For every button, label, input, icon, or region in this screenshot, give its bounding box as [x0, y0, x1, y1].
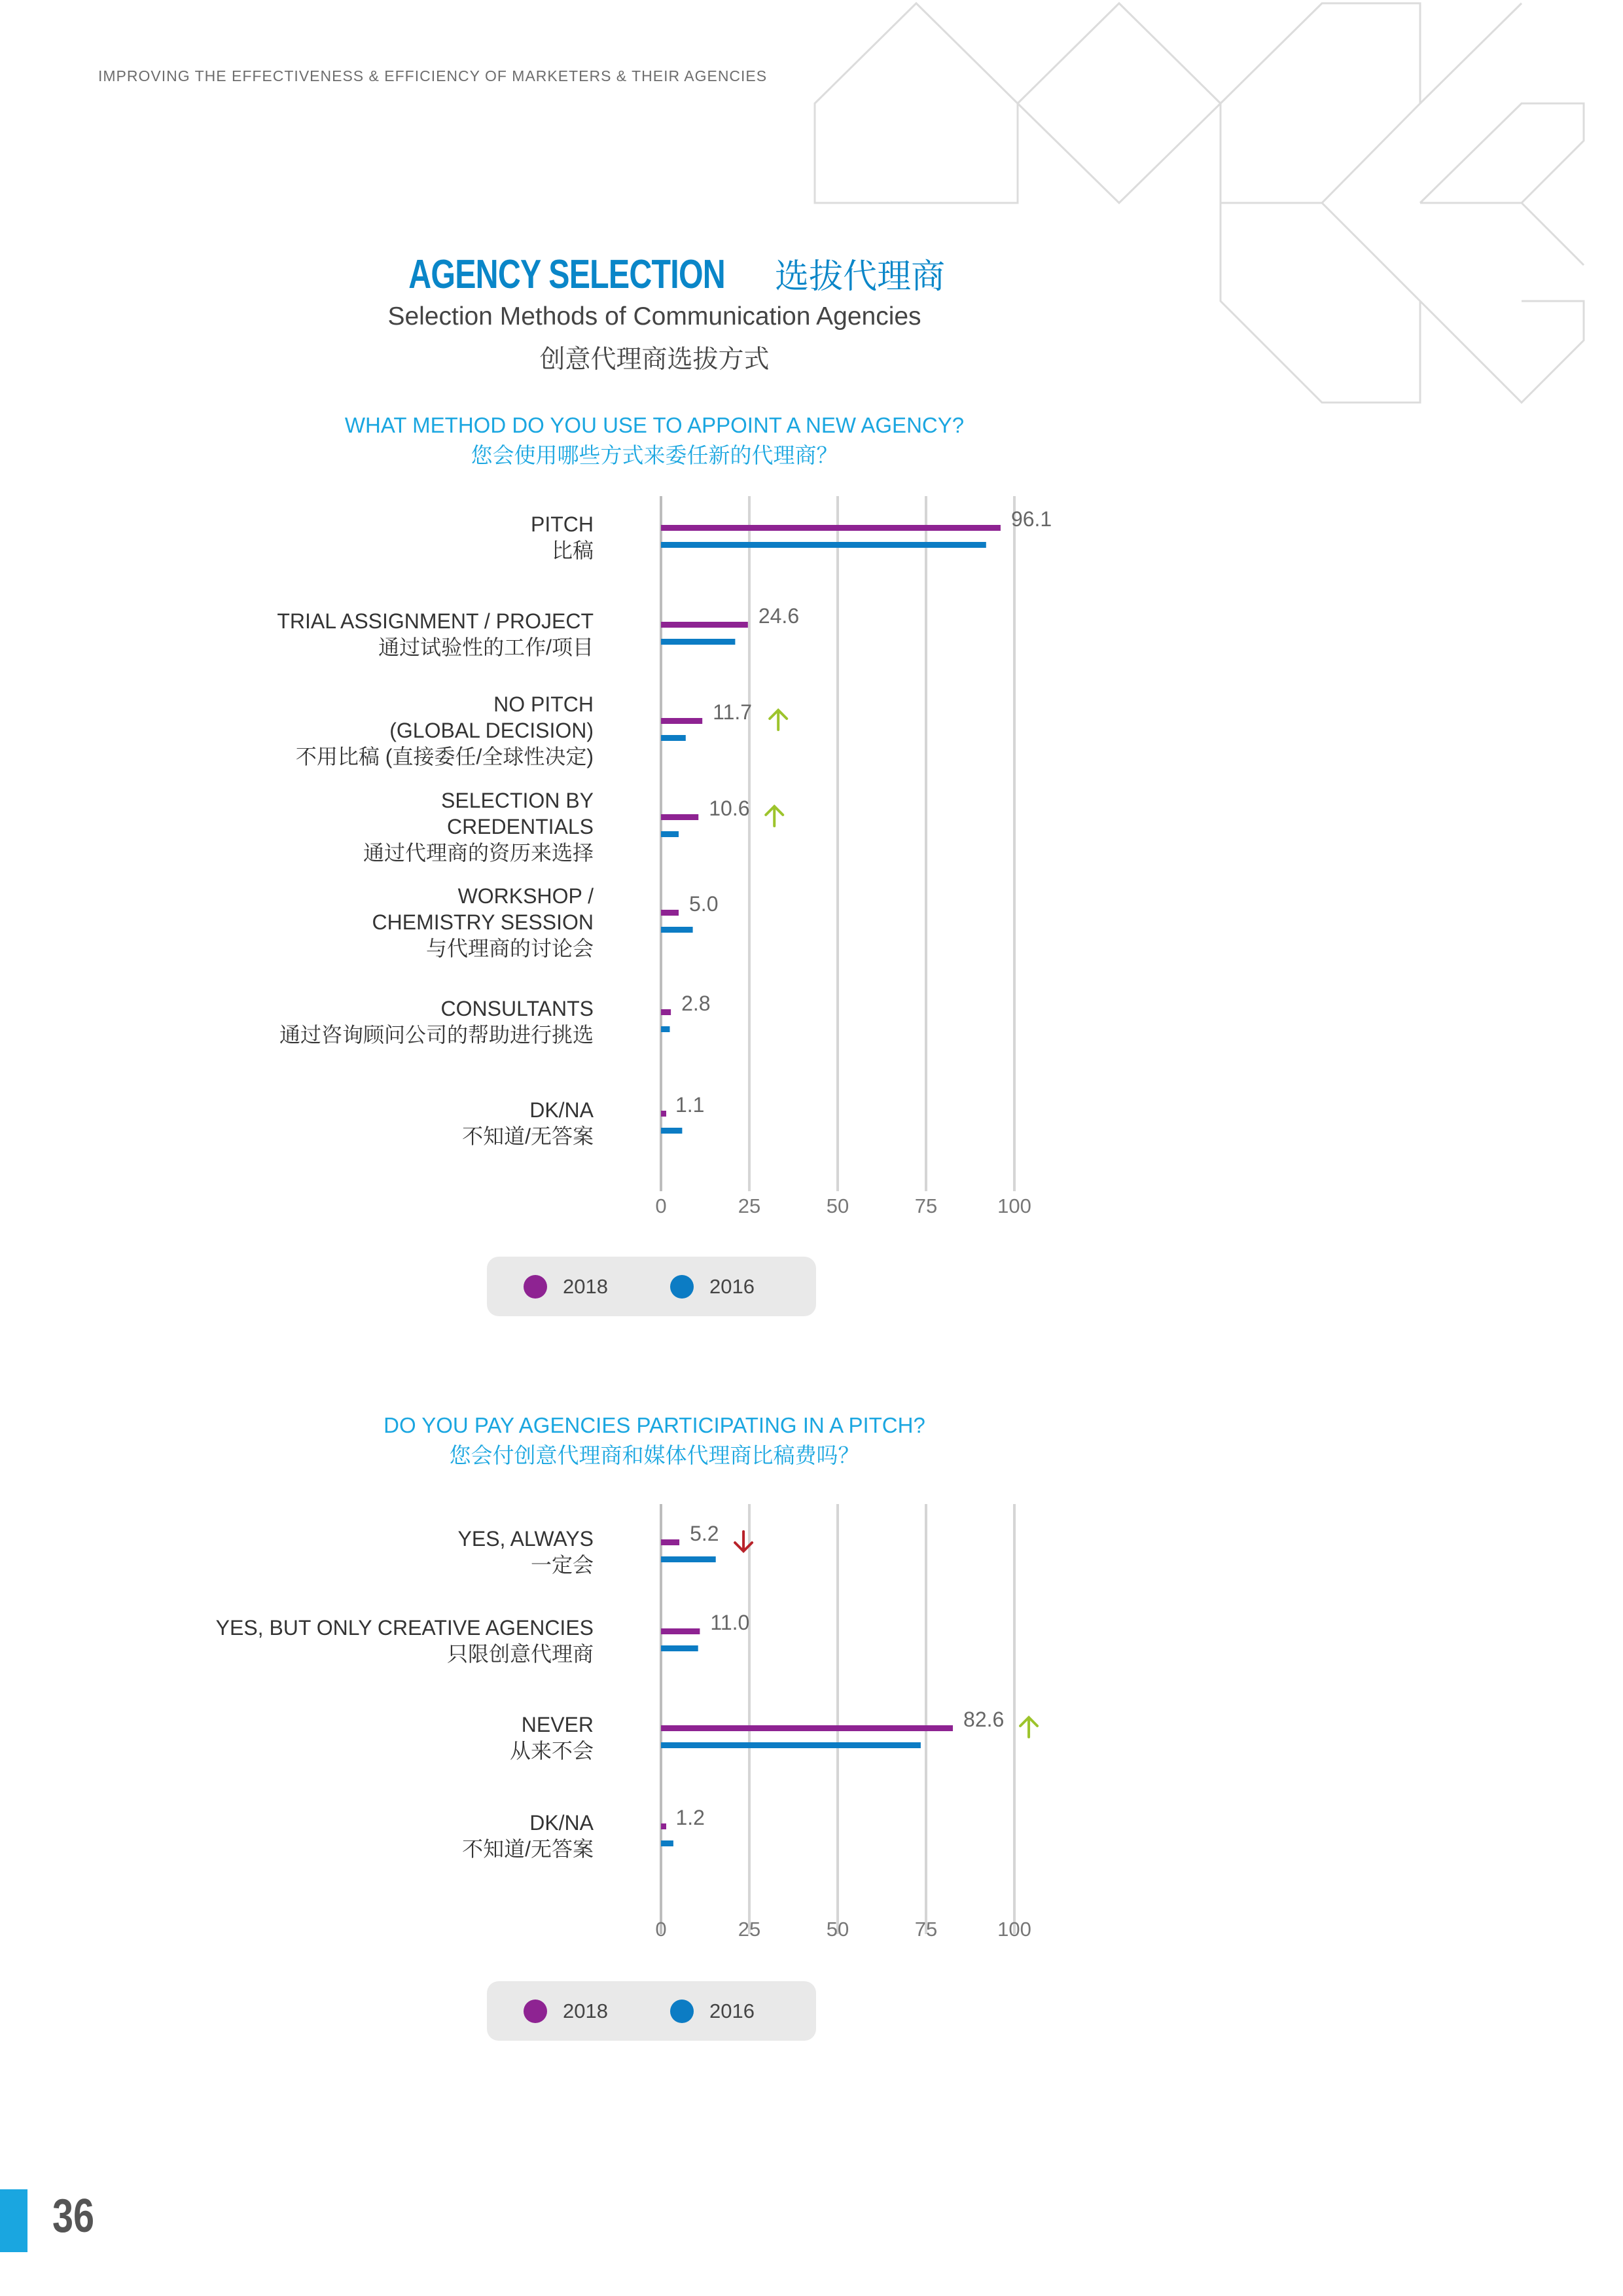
- data-label: 11.7: [713, 700, 753, 724]
- chart1-question-en: WHAT METHOD DO YOU USE TO APPOINT A NEW AGENCY?: [344, 413, 965, 437]
- chart2-question-zh: 您会付创意代理商和媒体代理商比稿费吗？: [449, 1443, 860, 1467]
- data-label: 11.0: [710, 1611, 750, 1634]
- legend-dot-2018: [524, 1275, 547, 1299]
- legend-item-2018: [524, 1981, 608, 2041]
- bar-2016: [661, 1840, 673, 1846]
- data-label: 10.6: [709, 797, 750, 820]
- bar-2018: [661, 910, 679, 916]
- data-label: 24.6: [758, 604, 800, 628]
- chart2-plot: [0, 1486, 1309, 1957]
- x-tick-label: 100: [997, 1194, 1031, 1217]
- category-label: (GLOBAL DECISION): [389, 719, 594, 742]
- bar-2018: [661, 622, 748, 628]
- category-label: CREDENTIALS: [446, 815, 594, 838]
- category-label: CHEMISTRY SESSION: [372, 910, 594, 934]
- x-tick-label: 50: [826, 1194, 849, 1217]
- trend-up-arrow-icon: [766, 806, 783, 826]
- legend-label: 2016: [709, 1274, 755, 1298]
- category-label: DK/NA: [529, 1098, 594, 1122]
- category-label: PITCH: [531, 512, 594, 536]
- x-tick-label: 0: [655, 1194, 667, 1217]
- bar-2016: [661, 927, 693, 933]
- bar-2018: [661, 525, 1001, 531]
- bar-2016: [661, 1742, 921, 1748]
- legend-label: 2016: [709, 1999, 755, 2022]
- page-tab: [0, 2189, 27, 2252]
- bar-2018: [661, 814, 698, 820]
- x-tick-label: 100: [997, 1918, 1031, 1941]
- trend-up-arrow-icon: [1020, 1717, 1037, 1737]
- bar-2018: [661, 1111, 666, 1117]
- bar-2016: [661, 1556, 716, 1562]
- data-label: 82.6: [963, 1708, 1005, 1731]
- x-tick-label: 25: [738, 1918, 761, 1941]
- category-label: 不知道/无答案: [462, 1124, 594, 1148]
- x-tick-label: 50: [826, 1918, 849, 1941]
- chart1-plot: [0, 484, 1309, 1224]
- bar-2016: [661, 639, 735, 645]
- arrow-path: [1020, 1717, 1037, 1737]
- legend-label: 2018: [563, 1999, 608, 2022]
- data-label: 96.1: [1010, 507, 1052, 531]
- subtitle-zh: 创意代理商选拔方式: [539, 346, 770, 374]
- arrow-path: [770, 710, 787, 730]
- category-label: 从来不会: [509, 1739, 594, 1763]
- bar-2016: [661, 1026, 670, 1032]
- legend-label: 2018: [563, 1274, 608, 1298]
- running-head: IMPROVING THE EFFECTIVENESS & EFFICIENCY OF MARKETERS & THEIR AGENCIES: [98, 67, 768, 84]
- bar-2018: [661, 718, 702, 724]
- x-tick-label: 75: [914, 1194, 938, 1217]
- category-label: TRIAL ASSIGNMENT / PROJECT: [277, 609, 594, 633]
- legend-dot-2016: [670, 1275, 694, 1299]
- data-label: 2.8: [681, 992, 711, 1015]
- category-label: SELECTION BY: [441, 789, 594, 812]
- bar-2018: [661, 1539, 679, 1545]
- chart2-legend: [487, 1981, 816, 2041]
- bar-2018: [661, 1628, 700, 1634]
- bar-2018: [661, 1823, 666, 1829]
- category-label: YES, ALWAYS: [457, 1527, 594, 1551]
- data-label: 5.2: [690, 1522, 719, 1545]
- section-title-zh: 选拔代理商: [775, 257, 946, 296]
- category-label: 通过代理商的资历来选择: [363, 841, 594, 865]
- category-label: WORKSHOP /: [457, 884, 594, 908]
- x-tick-label: 75: [914, 1918, 938, 1941]
- bar-2016: [661, 1128, 682, 1134]
- category-label: 不用比稿 (直接委任/全球性决定): [295, 745, 594, 768]
- chart1-question-zh: 您会使用哪些方式来委任新的代理商？: [471, 443, 838, 467]
- category-label: 与代理商的讨论会: [425, 937, 594, 960]
- category-label: YES, BUT ONLY CREATIVE AGENCIES: [215, 1616, 594, 1640]
- category-label: 只限创意代理商: [446, 1642, 594, 1666]
- arrow-path: [766, 806, 783, 826]
- bar-2016: [661, 831, 679, 837]
- category-label: 通过试验性的工作/项目: [378, 636, 594, 659]
- legend-item-2018: [524, 1257, 608, 1316]
- bar-2018: [661, 1009, 671, 1015]
- subtitle-en: Selection Methods of Communication Agencies: [387, 302, 921, 331]
- legend-dot-2018: [524, 2000, 547, 2023]
- legend-item-2016: [670, 1981, 755, 2041]
- chart2-question-en: DO YOU PAY AGENCIES PARTICIPATING IN A PITCH?: [383, 1413, 925, 1437]
- bar-2018: [661, 1725, 953, 1731]
- data-label: 1.1: [675, 1093, 705, 1117]
- page-number: 36: [52, 2190, 95, 2242]
- chart1-legend: [487, 1257, 816, 1316]
- bar-2016: [661, 542, 986, 548]
- category-label: 通过咨询顾问公司的帮助进行挑选: [279, 1023, 594, 1047]
- section-title-en: AGENCY SELECTION: [408, 252, 725, 297]
- x-tick-label: 25: [738, 1194, 761, 1217]
- category-label: 一定会: [530, 1553, 594, 1577]
- x-tick-label: 0: [655, 1918, 667, 1941]
- category-label: CONSULTANTS: [440, 997, 594, 1020]
- category-label: 不知道/无答案: [462, 1837, 594, 1861]
- legend-item-2016: [670, 1257, 755, 1316]
- data-label: 5.0: [689, 892, 719, 916]
- bar-2016: [661, 735, 686, 741]
- trend-up-arrow-icon: [770, 710, 787, 730]
- category-label: NO PITCH: [493, 692, 594, 716]
- category-label: NEVER: [521, 1713, 594, 1736]
- category-label: DK/NA: [529, 1811, 594, 1835]
- bar-2016: [661, 1645, 698, 1651]
- category-label: 比稿: [551, 539, 594, 562]
- legend-dot-2016: [670, 2000, 694, 2023]
- section-title: [0, 249, 1309, 298]
- data-label: 1.2: [675, 1806, 705, 1829]
